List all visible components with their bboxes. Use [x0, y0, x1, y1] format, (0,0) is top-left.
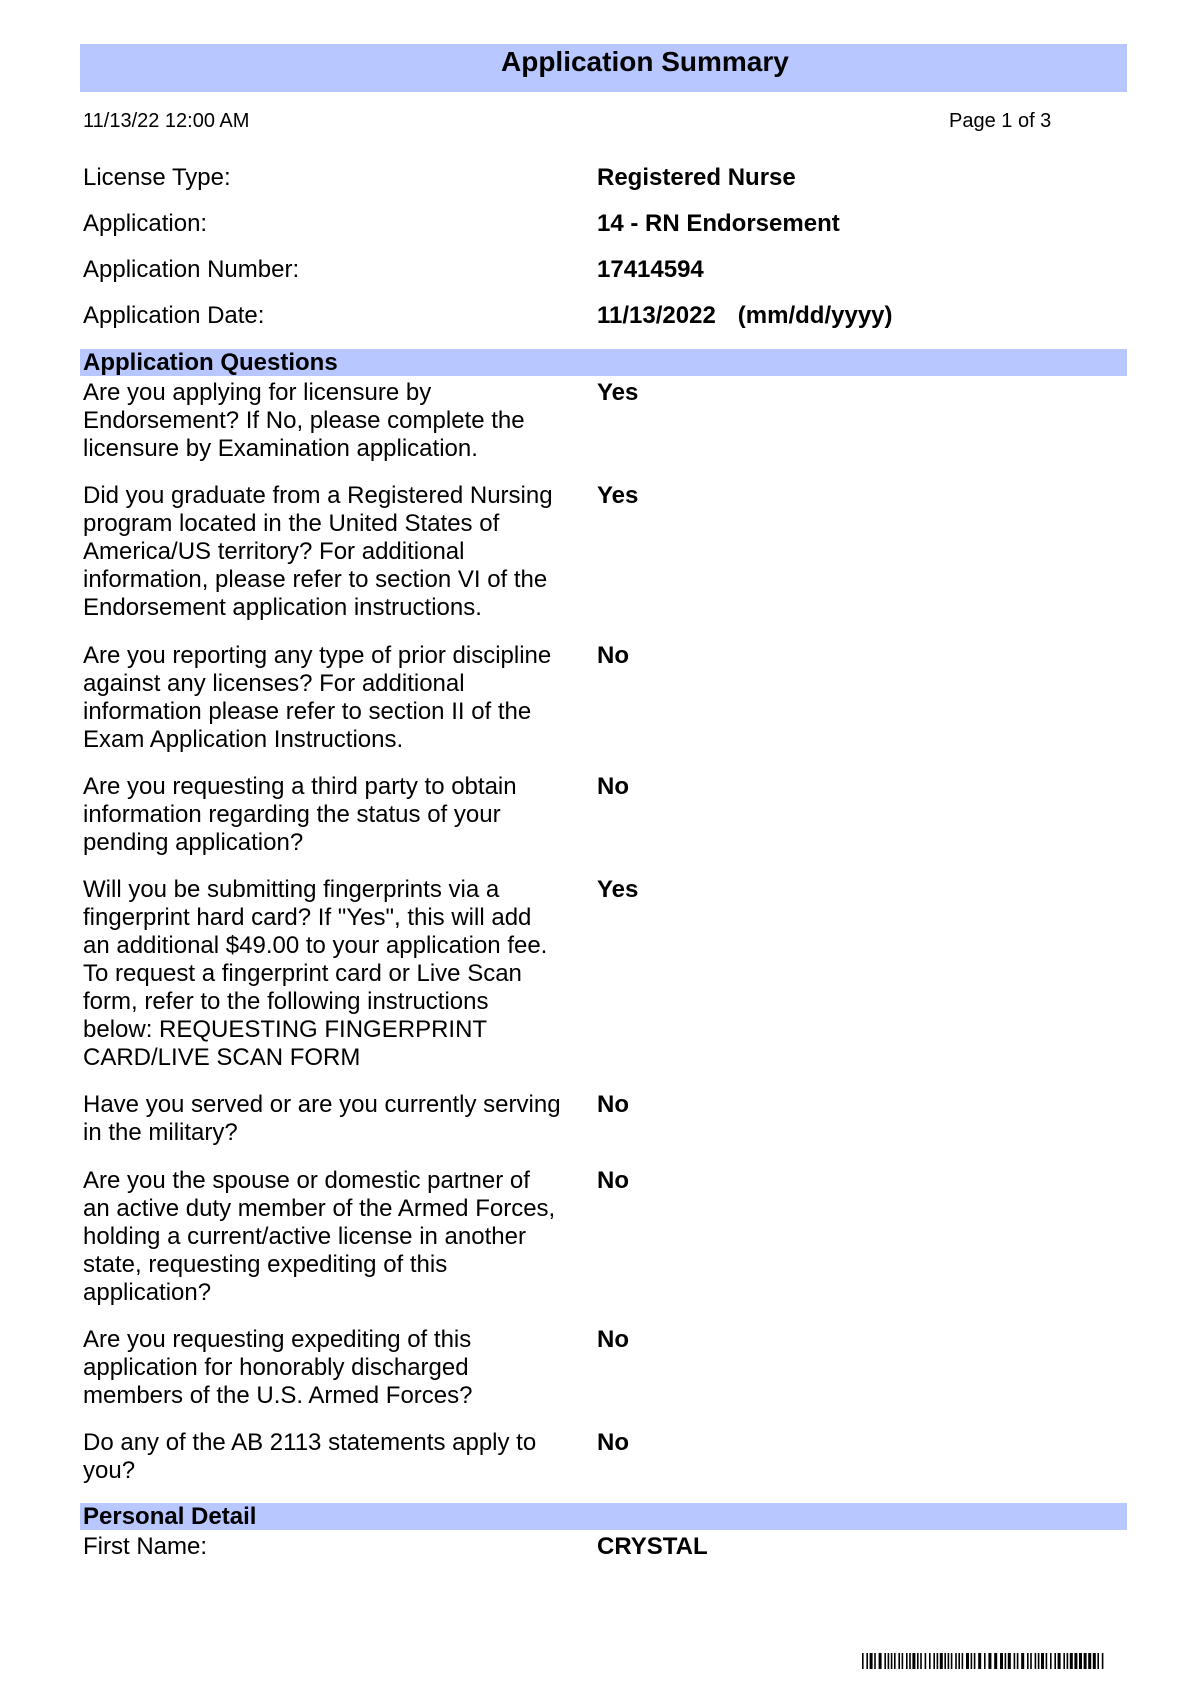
question-item	[0, 1167, 1200, 1307]
barcode-bar	[937, 1653, 939, 1669]
summary-row-application	[0, 210, 1200, 256]
barcode-bar	[1038, 1653, 1040, 1669]
barcode-bar	[888, 1653, 890, 1669]
barcode-bar	[1008, 1653, 1011, 1669]
question-item	[0, 642, 1200, 754]
question-answer: No	[597, 1166, 629, 1194]
barcode-bar	[1054, 1653, 1056, 1669]
question-item	[0, 482, 1200, 622]
barcode-bar	[1097, 1653, 1099, 1669]
title-bar	[80, 44, 1127, 92]
barcode-bar	[898, 1653, 900, 1669]
application-date-group	[597, 302, 893, 330]
barcode-bar	[1050, 1653, 1052, 1669]
barcode-bar	[874, 1653, 876, 1669]
barcode-bar	[988, 1653, 991, 1669]
question-answer: Yes	[597, 379, 639, 406]
barcode-bar	[891, 1653, 893, 1669]
application-value: 14 - RN Endorsement	[597, 210, 840, 237]
barcode-bar	[971, 1653, 973, 1669]
barcode-bar	[940, 1653, 943, 1669]
barcode-bar	[884, 1653, 886, 1669]
first-name-label: First Name:	[83, 1533, 208, 1560]
barcode-bar	[1017, 1653, 1019, 1669]
barcode-bar	[1102, 1653, 1104, 1669]
barcode-bar	[902, 1653, 904, 1669]
application-date-label: Application Date:	[83, 302, 265, 329]
question-item	[0, 876, 1200, 1072]
barcode-bar	[862, 1653, 864, 1669]
license-type-label: License Type:	[83, 164, 231, 191]
barcode-bar	[1067, 1653, 1069, 1669]
barcode-bar	[1063, 1653, 1065, 1669]
question-answer: No	[597, 1326, 629, 1354]
question-item	[0, 1091, 1200, 1147]
question-text: Are you the spouse or domestic partner of an active duty member of the Armed Forces, holding a current/active license in another state, requesting expediting of this application?	[83, 1166, 556, 1306]
question-text: Are you requesting a third party to obtain information regarding the status of your pending application?	[83, 772, 517, 856]
barcode-bar	[1074, 1653, 1077, 1669]
personal-detail-fields	[0, 1533, 1200, 1579]
barcode-bar	[929, 1653, 931, 1669]
section-title: Personal Detail	[83, 1503, 257, 1530]
barcode-bar	[994, 1653, 997, 1669]
barcode-bar	[925, 1653, 927, 1669]
barcode	[862, 1653, 1107, 1669]
page-title: Application Summary	[501, 46, 789, 77]
barcode-bar	[1070, 1653, 1073, 1669]
summary-row-application-number	[0, 256, 1200, 302]
barcode-bar	[1058, 1653, 1061, 1669]
barcode-bar	[955, 1653, 957, 1669]
barcode-bar	[958, 1653, 960, 1669]
application-number-label: Application Number:	[83, 256, 300, 283]
barcode-bar	[1021, 1653, 1024, 1669]
barcode-bar	[974, 1653, 976, 1669]
question-answer: No	[597, 641, 629, 669]
summary-row-license-type	[0, 164, 1200, 210]
barcode-bar	[879, 1653, 882, 1669]
barcode-bar	[984, 1653, 986, 1669]
question-answer: No	[597, 1429, 629, 1457]
question-answer: Yes	[597, 876, 639, 904]
application-label: Application:	[83, 210, 208, 237]
barcode-bar	[1027, 1653, 1029, 1669]
question-text: Have you served or are you currently serving in the military?	[83, 1091, 561, 1147]
barcode-bar	[933, 1653, 935, 1669]
barcode-bar	[912, 1653, 915, 1669]
barcode-bar	[920, 1653, 922, 1669]
question-text: Do any of the AB 2113 statements apply to you?	[83, 1429, 537, 1485]
question-item	[0, 1429, 1200, 1485]
barcode-bar	[1014, 1653, 1016, 1669]
barcode-bar	[1035, 1653, 1037, 1669]
barcode-bar	[1030, 1653, 1032, 1669]
barcode-bar	[948, 1653, 950, 1669]
question-item	[0, 1326, 1200, 1410]
application-questions-list	[0, 379, 1200, 1505]
barcode-bar	[962, 1653, 964, 1669]
barcode-bar	[951, 1653, 953, 1669]
barcode-bar	[917, 1653, 919, 1669]
section-header-personal-detail	[80, 1503, 1127, 1530]
summary-row-application-date	[0, 302, 1200, 348]
barcode-bar	[1005, 1653, 1007, 1669]
barcode-bar	[1079, 1653, 1082, 1669]
barcode-bar	[1041, 1653, 1044, 1669]
barcode-bar	[1046, 1653, 1048, 1669]
barcode-bar	[870, 1653, 873, 1669]
barcode-bar	[978, 1653, 981, 1669]
question-answer: Yes	[597, 482, 639, 510]
license-type-value: Registered Nurse	[597, 164, 796, 191]
question-item	[0, 379, 1200, 463]
question-answer: No	[597, 772, 629, 800]
section-title: Application Questions	[83, 349, 338, 376]
application-date-value: 11/13/2022	[597, 302, 716, 329]
barcode-bar	[966, 1653, 969, 1669]
barcode-bar	[866, 1653, 868, 1669]
barcode-bar	[906, 1653, 908, 1669]
section-header-application-questions	[80, 349, 1127, 376]
barcode-bar	[944, 1653, 946, 1669]
application-summary-fields	[0, 164, 1200, 348]
question-text: Are you applying for licensure by Endorsement? If No, please complete the licensure by Examination application.	[83, 379, 525, 462]
question-item	[0, 773, 1200, 857]
question-answer: No	[597, 1091, 629, 1119]
application-number-value: 17414594	[597, 256, 704, 283]
date-format-hint: (mm/dd/yyyy)	[737, 302, 893, 329]
question-text: Are you reporting any type of prior discipline against any licenses? For additional information please refer to section II of the Exam Application Instructions.	[83, 641, 552, 753]
question-text: Will you be submitting fingerprints via a fingerprint hard card? If "Yes", this will add an additional $49.00 to your application fee. To request a fingerprint card or Live Scan form, refer to the following instructions below: REQUESTING FINGERPRINT CARD/LIVE SCAN FORM	[83, 876, 548, 1072]
page-number: Page 1 of 3	[949, 110, 1052, 132]
barcode-bar	[1084, 1653, 1087, 1669]
question-text: Are you requesting expediting of this application for honorably discharged members of the U.S. Armed Forces?	[83, 1326, 473, 1410]
barcode-bar	[1000, 1653, 1003, 1669]
barcode-bar	[894, 1653, 896, 1669]
question-text: Did you graduate from a Registered Nursing program located in the United States of America/US territory? For additional information, please refer to section VI of the Endorsement application instructions.	[83, 482, 553, 622]
first-name-value: CRYSTAL	[597, 1533, 708, 1560]
barcode-bar	[1088, 1653, 1091, 1669]
barcode-bar	[1093, 1653, 1096, 1669]
barcode-bar	[909, 1653, 911, 1669]
personal-row-first-name	[0, 1533, 1200, 1579]
timestamp: 11/13/22 12:00 AM	[83, 110, 250, 132]
